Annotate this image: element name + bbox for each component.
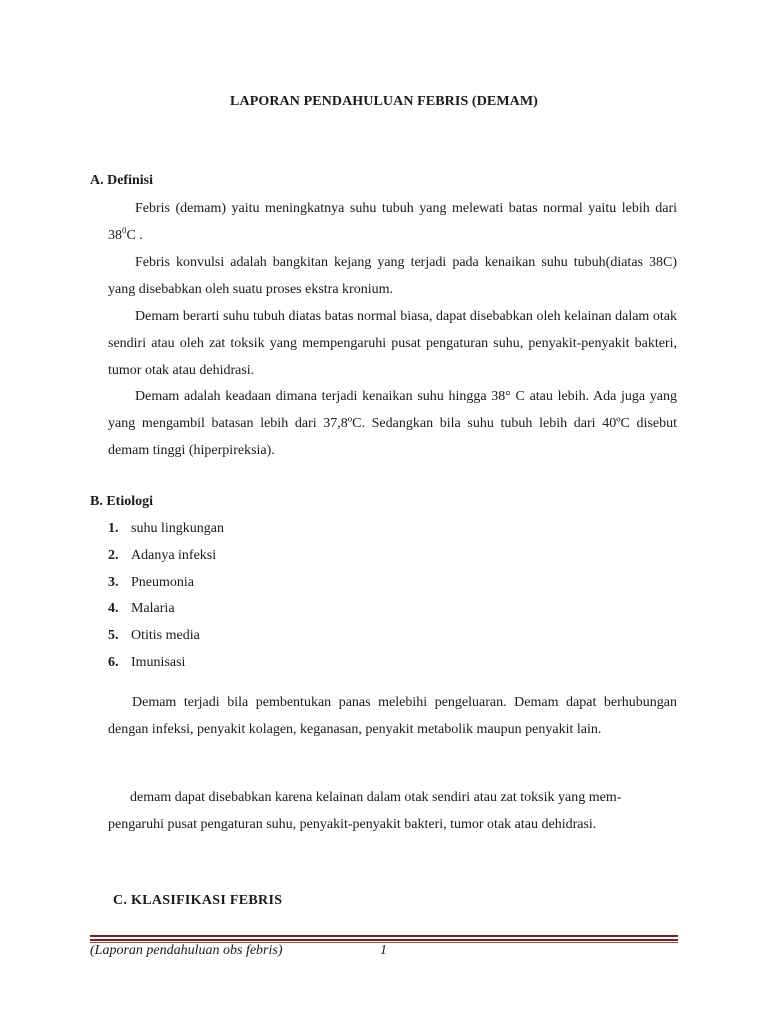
- definition-paragraph-2: [108, 249, 677, 303]
- list-item-text: Otitis media: [131, 628, 200, 644]
- etiology-paragraph-2-line-2: pengaruhi pusat pengaturan suhu, penyakit-penyakit bakteri, tumor otak atau dehidrasi.: [108, 817, 597, 832]
- footer-divider: [90, 935, 678, 937]
- list-item-number: 4.: [108, 601, 119, 617]
- definition-paragraph-1-unit: C .: [126, 228, 143, 243]
- list-item-number: 5.: [108, 628, 119, 644]
- list-item: [108, 543, 224, 570]
- list-item: [108, 570, 224, 597]
- list-item-text: Adanya infeksi: [131, 547, 217, 563]
- etiology-paragraph-2-line-1: demam dapat disebabkan karena kelainan dalam otak sendiri atau zat toksik yang mem-: [130, 790, 622, 805]
- list-item: [108, 516, 224, 543]
- list-item-number: 1.: [108, 521, 119, 536]
- definition-paragraph-2-text: Febris konvulsi adalah bangkitan kejang yang terjadi pada kenaikan suhu tubuh(diatas 38C) yang disebabkan oleh suatu proses ekstra kronium.: [108, 255, 677, 297]
- page-number: 1: [380, 943, 387, 958]
- list-item: [108, 596, 224, 623]
- list-item-number: 3.: [108, 574, 119, 590]
- etiology-list: [108, 516, 224, 677]
- degree-superscript: 0: [122, 225, 127, 236]
- definition-paragraph-1-text: Febris (demam) yaitu meningkatnya suhu tubuh yang melewati batas normal yaitu lebih dari 38: [108, 201, 677, 243]
- list-item-number: 2.: [108, 547, 119, 563]
- list-item-number: 6.: [108, 654, 119, 670]
- definition-paragraph-4-text: Demam adalah keadaan dimana terjadi kenaikan suhu hingga 38° C atau lebih. Ada juga yang yang mengambil batasan lebih dari 37,8ºC. Sedangkan bila suhu tubuh lebih dari 40ºC disebut demam tinggi (hiperpireksia).: [108, 389, 677, 458]
- definition-paragraph-3: [108, 303, 677, 384]
- definition-paragraph-4: [108, 383, 677, 464]
- etiology-paragraph-1-text: Demam terjadi bila pembentukan panas melebihi pengeluaran. Demam dapat berhubungan dengan infeksi, penyakit kolagen, keganasan, penyakit metabolik maupun penyakit lain.: [108, 695, 677, 737]
- list-item-text: Imunisasi: [131, 654, 186, 670]
- list-item: [108, 623, 224, 650]
- footer-text: (Laporan pendahuluan obs febris): [90, 943, 283, 958]
- section-c-heading: C. KLASIFIKASI FEBRIS: [113, 893, 283, 908]
- list-item-text: suhu lingkungan: [131, 521, 224, 536]
- footer-divider: [90, 939, 678, 941]
- list-item-text: Malaria: [131, 601, 175, 617]
- definition-paragraph-3-text: Demam berarti suhu tubuh diatas batas normal biasa, dapat disebabkan oleh kelainan dalam otak sendiri atau oleh zat toksik yang mempengaruhi pusat pengaturan suhu, penyakit-penyakit bakteri, tumor otak atau dehidrasi.: [108, 309, 677, 378]
- section-a-heading: A. Definisi: [90, 173, 153, 188]
- document-title: LAPORAN PENDAHULUAN FEBRIS (DEMAM): [230, 94, 538, 109]
- etiology-paragraph-1: [108, 689, 677, 743]
- section-b-heading: B. Etiologi: [90, 494, 154, 509]
- list-item-text: Pneumonia: [131, 574, 194, 590]
- list-item: [108, 650, 224, 677]
- definition-paragraph-1: [108, 195, 677, 249]
